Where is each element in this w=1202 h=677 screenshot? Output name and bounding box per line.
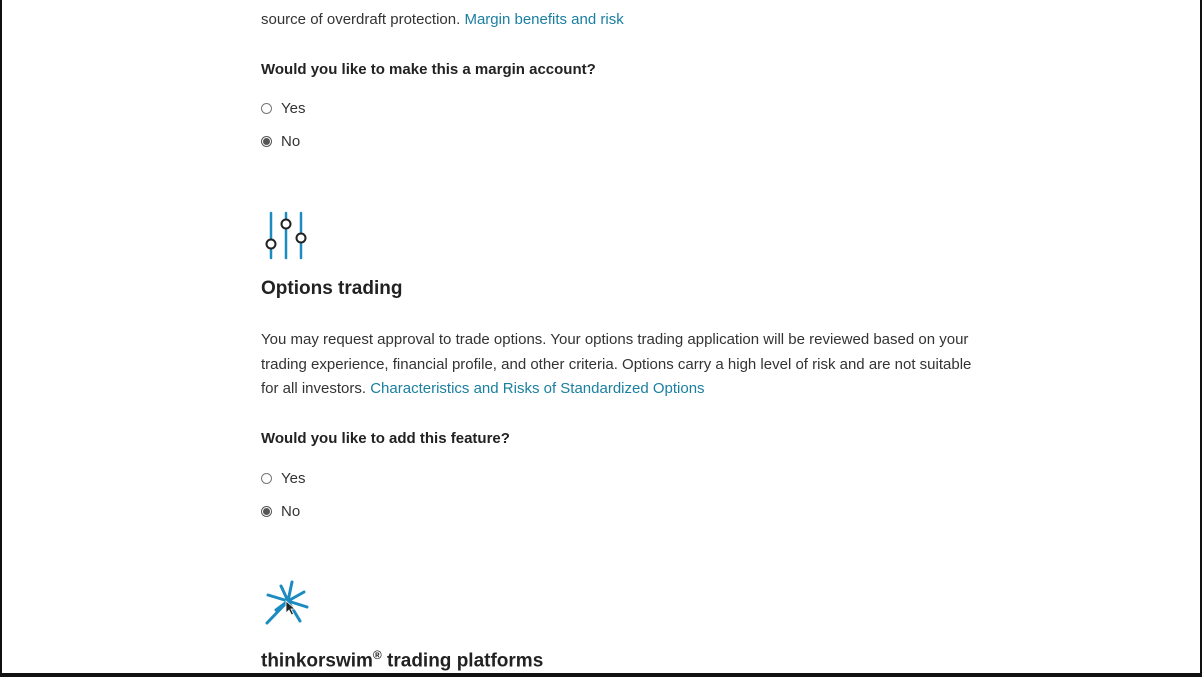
options-yes-label: Yes	[281, 470, 306, 487]
sliders-icon	[263, 211, 311, 266]
margin-yes-radio[interactable]	[261, 103, 272, 114]
options-question: Would you like to add this feature?	[261, 430, 510, 447]
margin-question: Would you like to make this a margin account?	[261, 61, 596, 78]
standardized-options-link[interactable]: Characteristics and Risks of Standardized Options	[370, 380, 705, 397]
options-no-radio[interactable]	[261, 506, 272, 517]
margin-intro-paragraph	[261, 8, 981, 33]
thinkorswim-title-suffix: trading platforms	[381, 650, 544, 672]
options-option-no[interactable]	[261, 503, 300, 520]
thinkorswim-brand: thinkorswim	[261, 650, 373, 672]
bottom-border	[0, 673, 1202, 677]
thinkorswim-burst-icon	[264, 579, 312, 634]
margin-no-radio[interactable]	[261, 136, 272, 147]
registered-mark: ®	[372, 648, 382, 662]
page-frame	[2, 0, 1200, 673]
options-trading-title: Options trading	[261, 278, 403, 299]
options-description-paragraph	[261, 328, 976, 402]
options-no-label: No	[281, 503, 301, 520]
options-description-text: You may request approval to trade options. Your options trading application will be reviewed based on your trading experience, financial profile, and other criteria. Options carry a high level of risk and are not suitable for all investors.	[261, 331, 972, 397]
options-option-yes[interactable]	[261, 470, 305, 487]
margin-no-label: No	[281, 133, 301, 150]
margin-yes-label: Yes	[281, 100, 306, 117]
margin-option-no[interactable]	[261, 133, 300, 150]
margin-benefits-link[interactable]: Margin benefits and risk	[464, 11, 624, 28]
options-yes-radio[interactable]	[261, 473, 272, 484]
margin-intro-text: source of overdraft protection.	[261, 11, 461, 28]
margin-option-yes[interactable]	[261, 100, 305, 117]
thinkorswim-title	[261, 648, 543, 672]
